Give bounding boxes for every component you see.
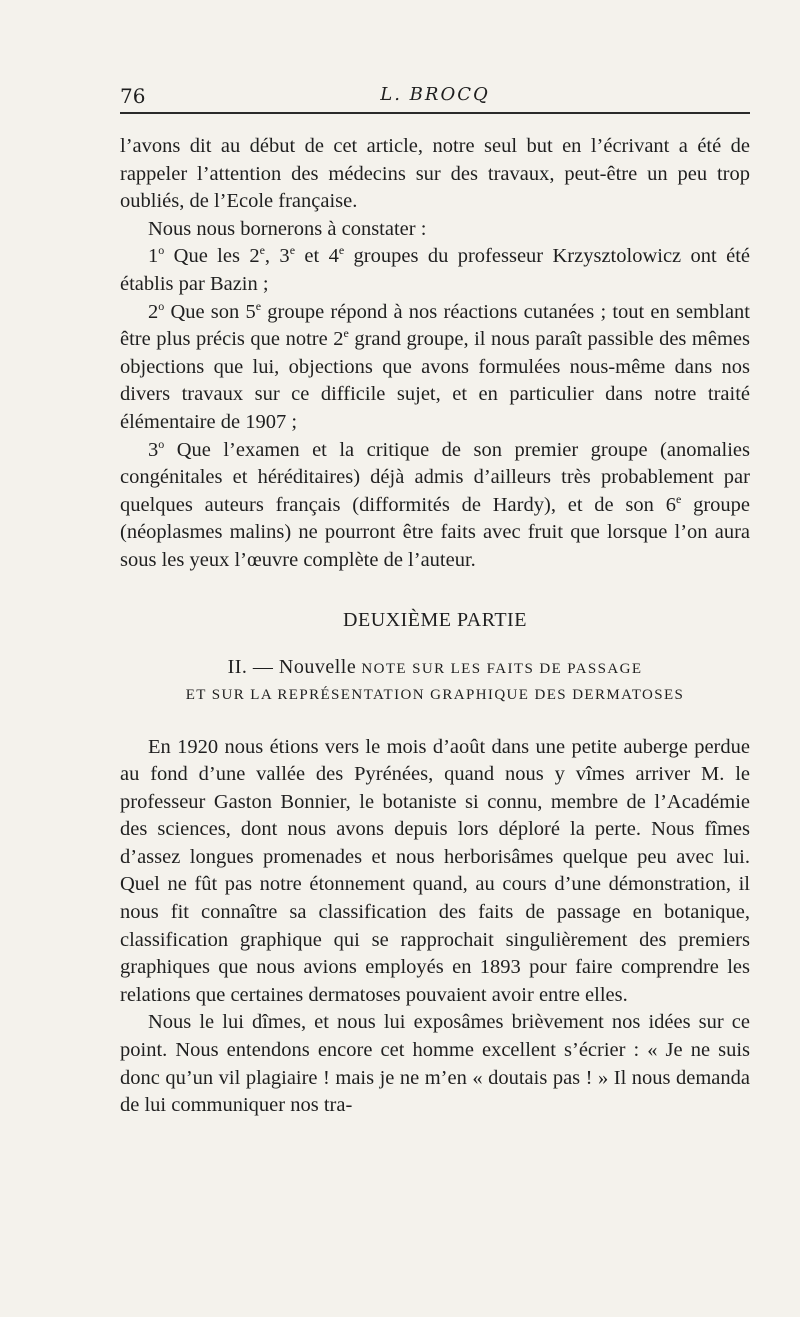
ordinal-mark: o <box>158 243 165 258</box>
ordinal-mark: e <box>259 243 265 258</box>
ordinal-mark: e <box>343 326 349 341</box>
paragraph: l’avons dit au début de cet article, notre seul but en l’écrivant a été de rappeler l’attention des médecins sur des travaux, peut-être un peu trop oubliés, de l’Ecole française. <box>120 135 750 213</box>
item-number: 1 <box>148 245 159 268</box>
body-text <box>120 734 750 1120</box>
ordinal-mark: e <box>338 243 345 258</box>
item-text: Que les 2 <box>164 245 260 268</box>
list-item <box>120 437 750 575</box>
item-text: , 3 <box>264 245 290 268</box>
item-number: 2 <box>148 300 159 323</box>
paragraph: Nous nous bornerons à constater : <box>148 217 427 240</box>
subtitle-lead: II. — Nouvelle <box>227 655 357 678</box>
item-number: 3 <box>148 438 159 461</box>
item-text: groupe répond à nos réactions cutanées ; tout en semblant être plus précis que notre 2 <box>120 300 750 351</box>
ordinal-mark: o <box>158 298 165 313</box>
item-text: groupes du professeur Krzysztolowicz ont été établis par Bazin ; <box>120 245 751 295</box>
body-text <box>120 133 750 575</box>
item-text: grand groupe, il nous paraît passible des mêmes objections que lui, objections que avons formulées nous-même dans nos divers travaux sur ce difficile sujet, et en particulier dans notre traité élémentaire de 1907 ; <box>120 328 750 433</box>
ordinal-mark: e <box>289 243 296 258</box>
item-text: groupe (néoplasmes malins) ne pourront être faits avec fruit que lorsque l’on aura sous les yeux l’œuvre complète de l’auteur. <box>120 493 750 571</box>
list-item <box>120 243 750 298</box>
ordinal-mark: o <box>158 436 165 451</box>
section-title: DEUXIÈME PARTIE <box>343 608 527 631</box>
subtitle-text: NOTE SUR LES FAITS DE PASSAGE <box>356 660 643 677</box>
book-page <box>120 78 750 1120</box>
ordinal-mark: e <box>675 491 682 506</box>
page-header <box>120 78 750 114</box>
item-text: Que l’examen et la critique de son premier groupe (anomalies congénitales et héréditaires) déjà admis d’ailleurs très probablement par quelques auteurs français (difformités de Hardy), et de son 6 <box>120 438 750 516</box>
section-subtitle <box>120 654 750 708</box>
page-number: 76 <box>120 84 146 108</box>
item-text: et 4 <box>295 245 339 268</box>
subtitle-text: ET SUR LA REPRÉSENTATION GRAPHIQUE DES DERMATOSES <box>185 686 685 703</box>
running-head: L. BROCQ <box>380 84 490 105</box>
list-item <box>120 299 750 437</box>
ordinal-mark: e <box>255 298 262 313</box>
paragraph: Nous le lui dîmes, et nous lui exposâmes brièvement nos idées sur ce point. Nous entendons encore cet homme excellent s’écrier : « Je ne suis donc qu’un vil plagiaire ! mais je ne m’en « doutais pas ! » Il nous demanda de lui communiquer nos tra- <box>120 1011 750 1117</box>
item-text: Que son 5 <box>164 300 256 323</box>
paragraph: En 1920 nous étions vers le mois d’août dans une petite auberge perdue au fond d’une vallée des Pyrénées, quand nous y vîmes arriver M. le professeur Gaston Bonnier, le botaniste si connu, membre de l’Académie des sciences, dont nous avons depuis lors déploré la perte. Nous fîmes d’assez longues promenades et nous herborisâmes quelque peu avec lui. Quel ne fût pas notre étonnement quand, au cours d’une démonstration, il nous fit connaître sa classification des faits de passage en botanique, classification graphique qui se rapprochait singulièrement des premiers graphiques que nous avions employés en 1893 pour faire comprendre les relations que certaines dermatoses pouvaient avoir entre elles. <box>120 735 750 1006</box>
